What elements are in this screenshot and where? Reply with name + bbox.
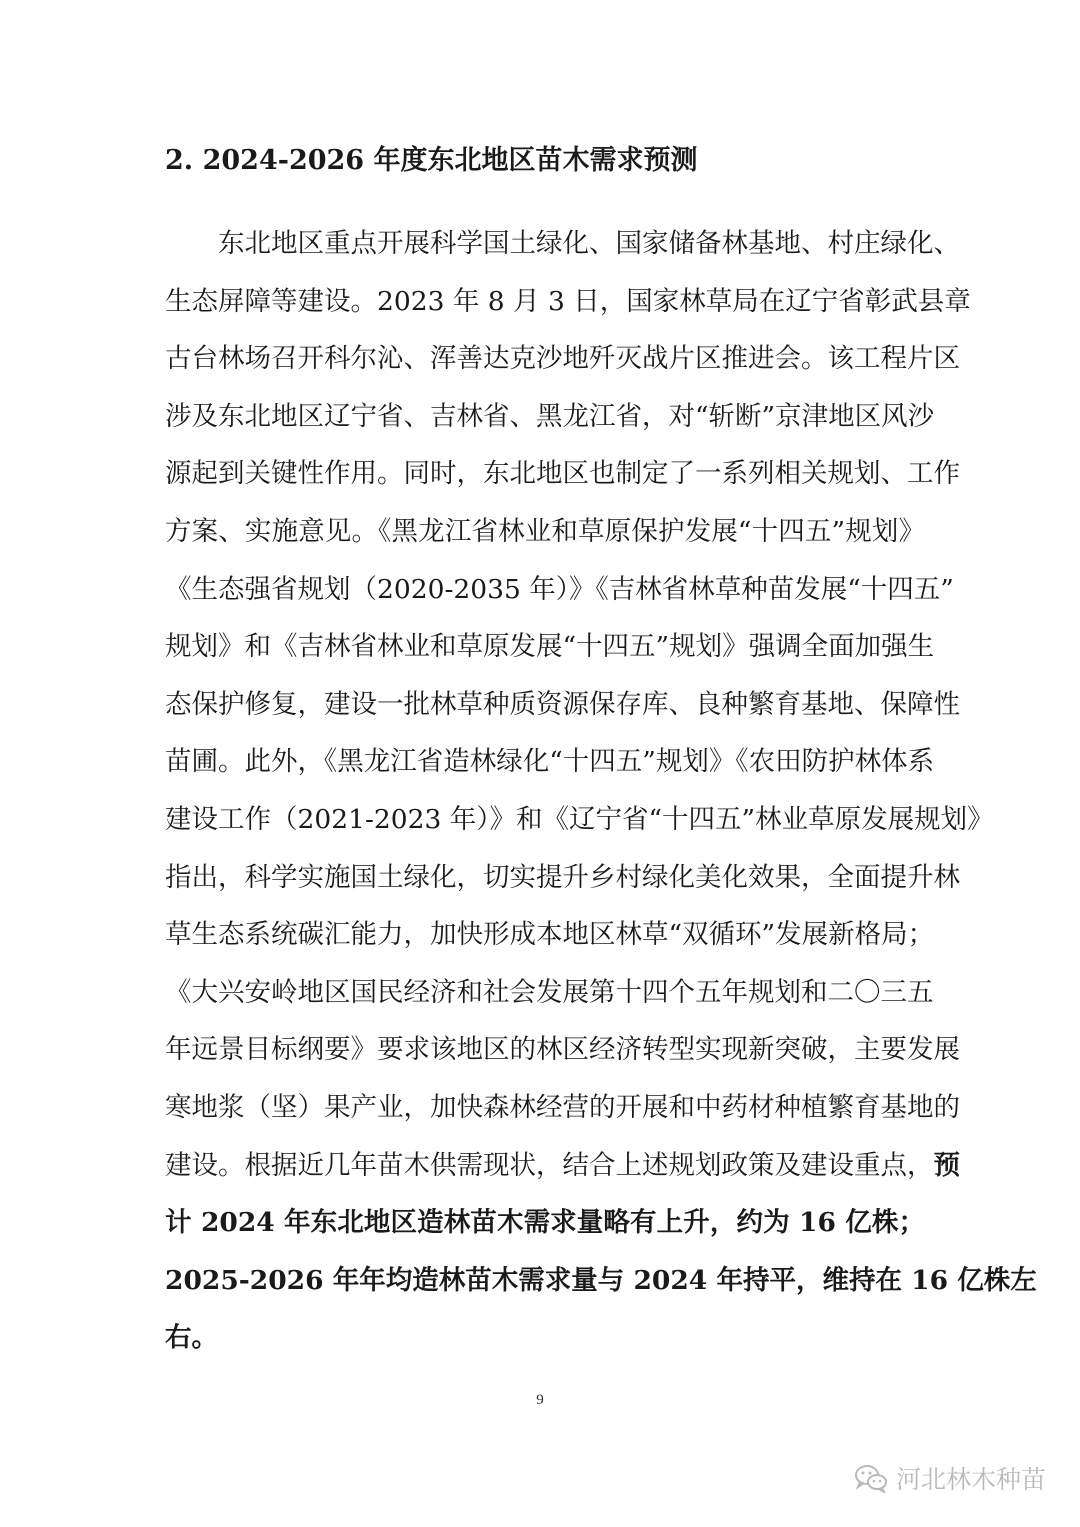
paragraph-line: 年远景目标纲要》要求该地区的林区经济转型实现新突破，主要发展 — [165, 1034, 960, 1066]
paragraph-line: 苗圃。此外，《黑龙江省造林绿化“十四五”规划》《农田防护林体系 — [165, 746, 935, 778]
paragraph-line: 方案、实施意见。《黑龙江省林业和草原保护发展“十四五”规划》 — [165, 515, 925, 547]
paragraph-line: 东北地区重点开展科学国土绿化、国家储备林基地、村庄绿化、 — [218, 228, 960, 259]
paragraph-line-bold: 2025-2026 年年均造林苗木需求量与 2024 年持平，维持在 16 亿株左 — [165, 1264, 1037, 1296]
paragraph-line-bold: 右。 — [165, 1322, 218, 1354]
section-heading: 2. 2024-2026 年度东北地区苗木需求预测 — [165, 145, 698, 176]
paragraph-text: 建设。根据近几年苗木供需现状，结合上述规划政策及建设重点， — [165, 1149, 934, 1181]
paragraph-line-bold: 计 2024 年东北地区造林苗木需求量略有上升，约为 16 亿株； — [165, 1207, 925, 1239]
bold-text: 预 — [933, 1149, 960, 1181]
paragraph-line: 古台林场召开科尔沁、浑善达克沙地歼灭战片区推进会。该工程片区 — [165, 343, 960, 375]
wechat-icon — [854, 1463, 888, 1493]
paragraph-line: 草生态系统碳汇能力，加快形成本地区林草“双循环”发展新格局； — [165, 919, 935, 951]
watermark-text: 河北林木种苗 — [895, 1465, 1046, 1494]
paragraph-line: 寒地浆（坚）果产业，加快森林经营的开展和中药材种植繁育基地的 — [165, 1091, 960, 1123]
paragraph-line: 源起到关键性作用。同时，东北地区也制定了一系列相关规划、工作 — [165, 458, 960, 490]
paragraph-line: 态保护修复，建设一批林草种质资源保存库、良种繁育基地、保障性 — [165, 688, 960, 720]
paragraph-line: 生态屏障等建设。2023 年 8 月 3 日，国家林草局在辽宁省彰武县章 — [165, 285, 971, 317]
paragraph-line: 《大兴安岭地区国民经济和社会发展第十四个五年规划和二〇三五 — [165, 976, 934, 1008]
paragraph-line: 《生态强省规划（2020-2035 年）》《吉林省林草种苗发展“十四五” — [165, 573, 954, 605]
paragraph-line: 涉及东北地区辽宁省、吉林省、黑龙江省，对“斩断”京津地区风沙 — [165, 400, 935, 432]
watermark — [854, 1460, 1046, 1496]
paragraph-line-mixed — [165, 1137, 960, 1195]
paragraph-line: 规划》和《吉林省林业和草原发展“十四五”规划》强调全面加强生 — [165, 631, 935, 663]
paragraph-line: 建设工作（2021-2023 年）》和《辽宁省“十四五”林业草原发展规划》 — [165, 803, 994, 835]
body-paragraph — [165, 215, 1037, 1367]
paragraph-line: 指出，科学实施国土绿化，切实提升乡村绿化美化效果，全面提升林 — [165, 861, 960, 893]
page-number: 9 — [536, 1392, 544, 1408]
